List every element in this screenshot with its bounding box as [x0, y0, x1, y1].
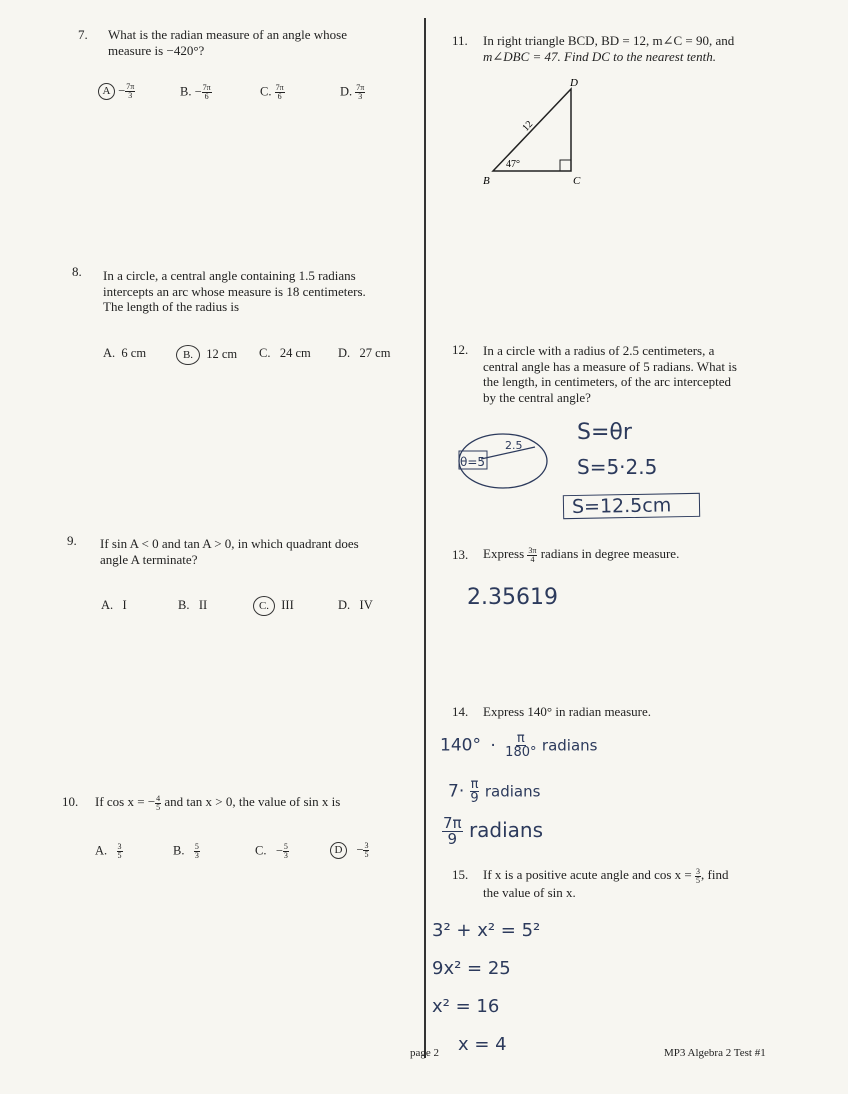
- triangle-shape: [493, 89, 571, 171]
- question-number: 10.: [62, 794, 79, 809]
- selected-answer-circle: B.: [176, 345, 200, 365]
- answer-option-c[interactable]: C. III: [253, 596, 294, 616]
- answer-option-c[interactable]: C. $\frac{7\pi}{6}$: [260, 83, 284, 101]
- work-line-2: 9x² = 25: [432, 958, 511, 979]
- question-number: 8.: [72, 264, 82, 279]
- question-number: 7.: [78, 27, 88, 42]
- boxed-answer: S=12.5cm: [563, 493, 701, 519]
- question-text: In a circle with a radius of 2.5 centimeters, a central angle has a measure of 5 radians. What is the length, in centimeters, of the arc intercepted by the central angle?: [483, 343, 737, 405]
- question-number: 15.: [452, 867, 469, 882]
- handwritten-answer: 2.35619: [467, 585, 558, 610]
- answer-option-a[interactable]: A. $\frac{3}{5}$: [95, 842, 122, 860]
- question-text: If x is a positive acute angle and cos x = $\frac{3}{5}$ , find the value of sin x.: [483, 866, 729, 900]
- selected-answer-circle: D: [330, 842, 347, 859]
- test-title: MP3 Algebra 2 Test #1: [664, 1047, 766, 1059]
- selected-answer-circle: C.: [253, 596, 275, 616]
- vertex-d-label: D: [570, 77, 578, 89]
- answer-option-d[interactable]: D. $\frac{7\pi}{3}$: [340, 83, 365, 101]
- question-number: 9.: [67, 533, 77, 548]
- answer-option-d[interactable]: D. IV: [338, 598, 373, 612]
- question-text: What is the radian measure of an angle whose measure is −420°?: [108, 27, 347, 58]
- triangle-diagram: [478, 74, 588, 189]
- answer-option-a[interactable]: A. 6 cm: [103, 346, 147, 360]
- answer-option-c[interactable]: C. − $\frac{5}{3}$: [255, 842, 288, 860]
- question-text: Express $\frac{3\pi}{4}$ radians in degree measure.: [483, 545, 680, 564]
- question-text: In right triangle BCD, BD = 12, m∠C = 90, and m∠DBC = 47. Find DC to the nearest tenth.: [483, 33, 735, 64]
- answer-option-a[interactable]: A − $\frac{7\pi}{3}$: [98, 83, 135, 100]
- vertex-b-label: B: [483, 175, 490, 187]
- work-line-4: x = 4: [458, 1034, 507, 1055]
- answer-option-b[interactable]: B. − $\frac{7\pi}{6}$: [180, 83, 211, 101]
- vertex-c-label: C: [573, 175, 581, 187]
- answer-option-d[interactable]: D. 27 cm: [338, 346, 391, 360]
- work-line-3: $\frac{7\pi}{9}$ radians: [443, 814, 544, 848]
- page-number: page 2: [410, 1047, 440, 1059]
- question-text: Express 140° in radian measure.: [483, 704, 652, 719]
- selected-answer-circle: A: [98, 83, 115, 100]
- angle-label: 47°: [506, 159, 520, 170]
- side-length-label: 12: [520, 118, 536, 134]
- work-line-substitution: S=5·2.5: [577, 455, 658, 479]
- work-line-1: 3² + x² = 5²: [432, 920, 541, 941]
- question-number: 12.: [452, 342, 469, 357]
- answer-option-a[interactable]: A. I: [101, 598, 127, 612]
- work-line-3: x² = 16: [432, 996, 500, 1017]
- radius-label: 2.5: [505, 439, 523, 452]
- theta-label: θ=5: [460, 455, 486, 469]
- circle-sketch: [455, 425, 555, 495]
- answer-option-b[interactable]: B. $\frac{5}{3}$: [173, 842, 199, 860]
- question-number: 11.: [452, 33, 468, 48]
- right-angle-marker: [560, 160, 571, 171]
- column-divider: [424, 18, 426, 1058]
- work-line-2: 7· $\frac{\pi}{9}$ radians: [448, 777, 541, 806]
- answer-option-d[interactable]: D − $\frac{3}{5}$: [330, 842, 369, 859]
- answer-option-b[interactable]: B. II: [178, 598, 208, 612]
- answer-option-c[interactable]: C. 24 cm: [259, 346, 311, 360]
- question-number: 14.: [452, 704, 469, 719]
- work-line-1: 140° · $\frac{\pi}{180^\circ}$ radians: [440, 731, 598, 760]
- work-line-formula: S=θr: [577, 420, 632, 445]
- question-number: 13.: [452, 547, 469, 562]
- answer-option-b[interactable]: B. 12 cm: [176, 345, 237, 365]
- question-text: In a circle, a central angle containing 1.5 radians intercepts an arc whose measure is 18 centimeters. The length of the radius is: [103, 268, 366, 314]
- question-text: If sin A < 0 and tan A > 0, in which quadrant does angle A terminate?: [100, 536, 359, 567]
- question-text: If cos x = − $\frac{4}{5}$ and tan x > 0, the value of sin x is: [95, 793, 341, 812]
